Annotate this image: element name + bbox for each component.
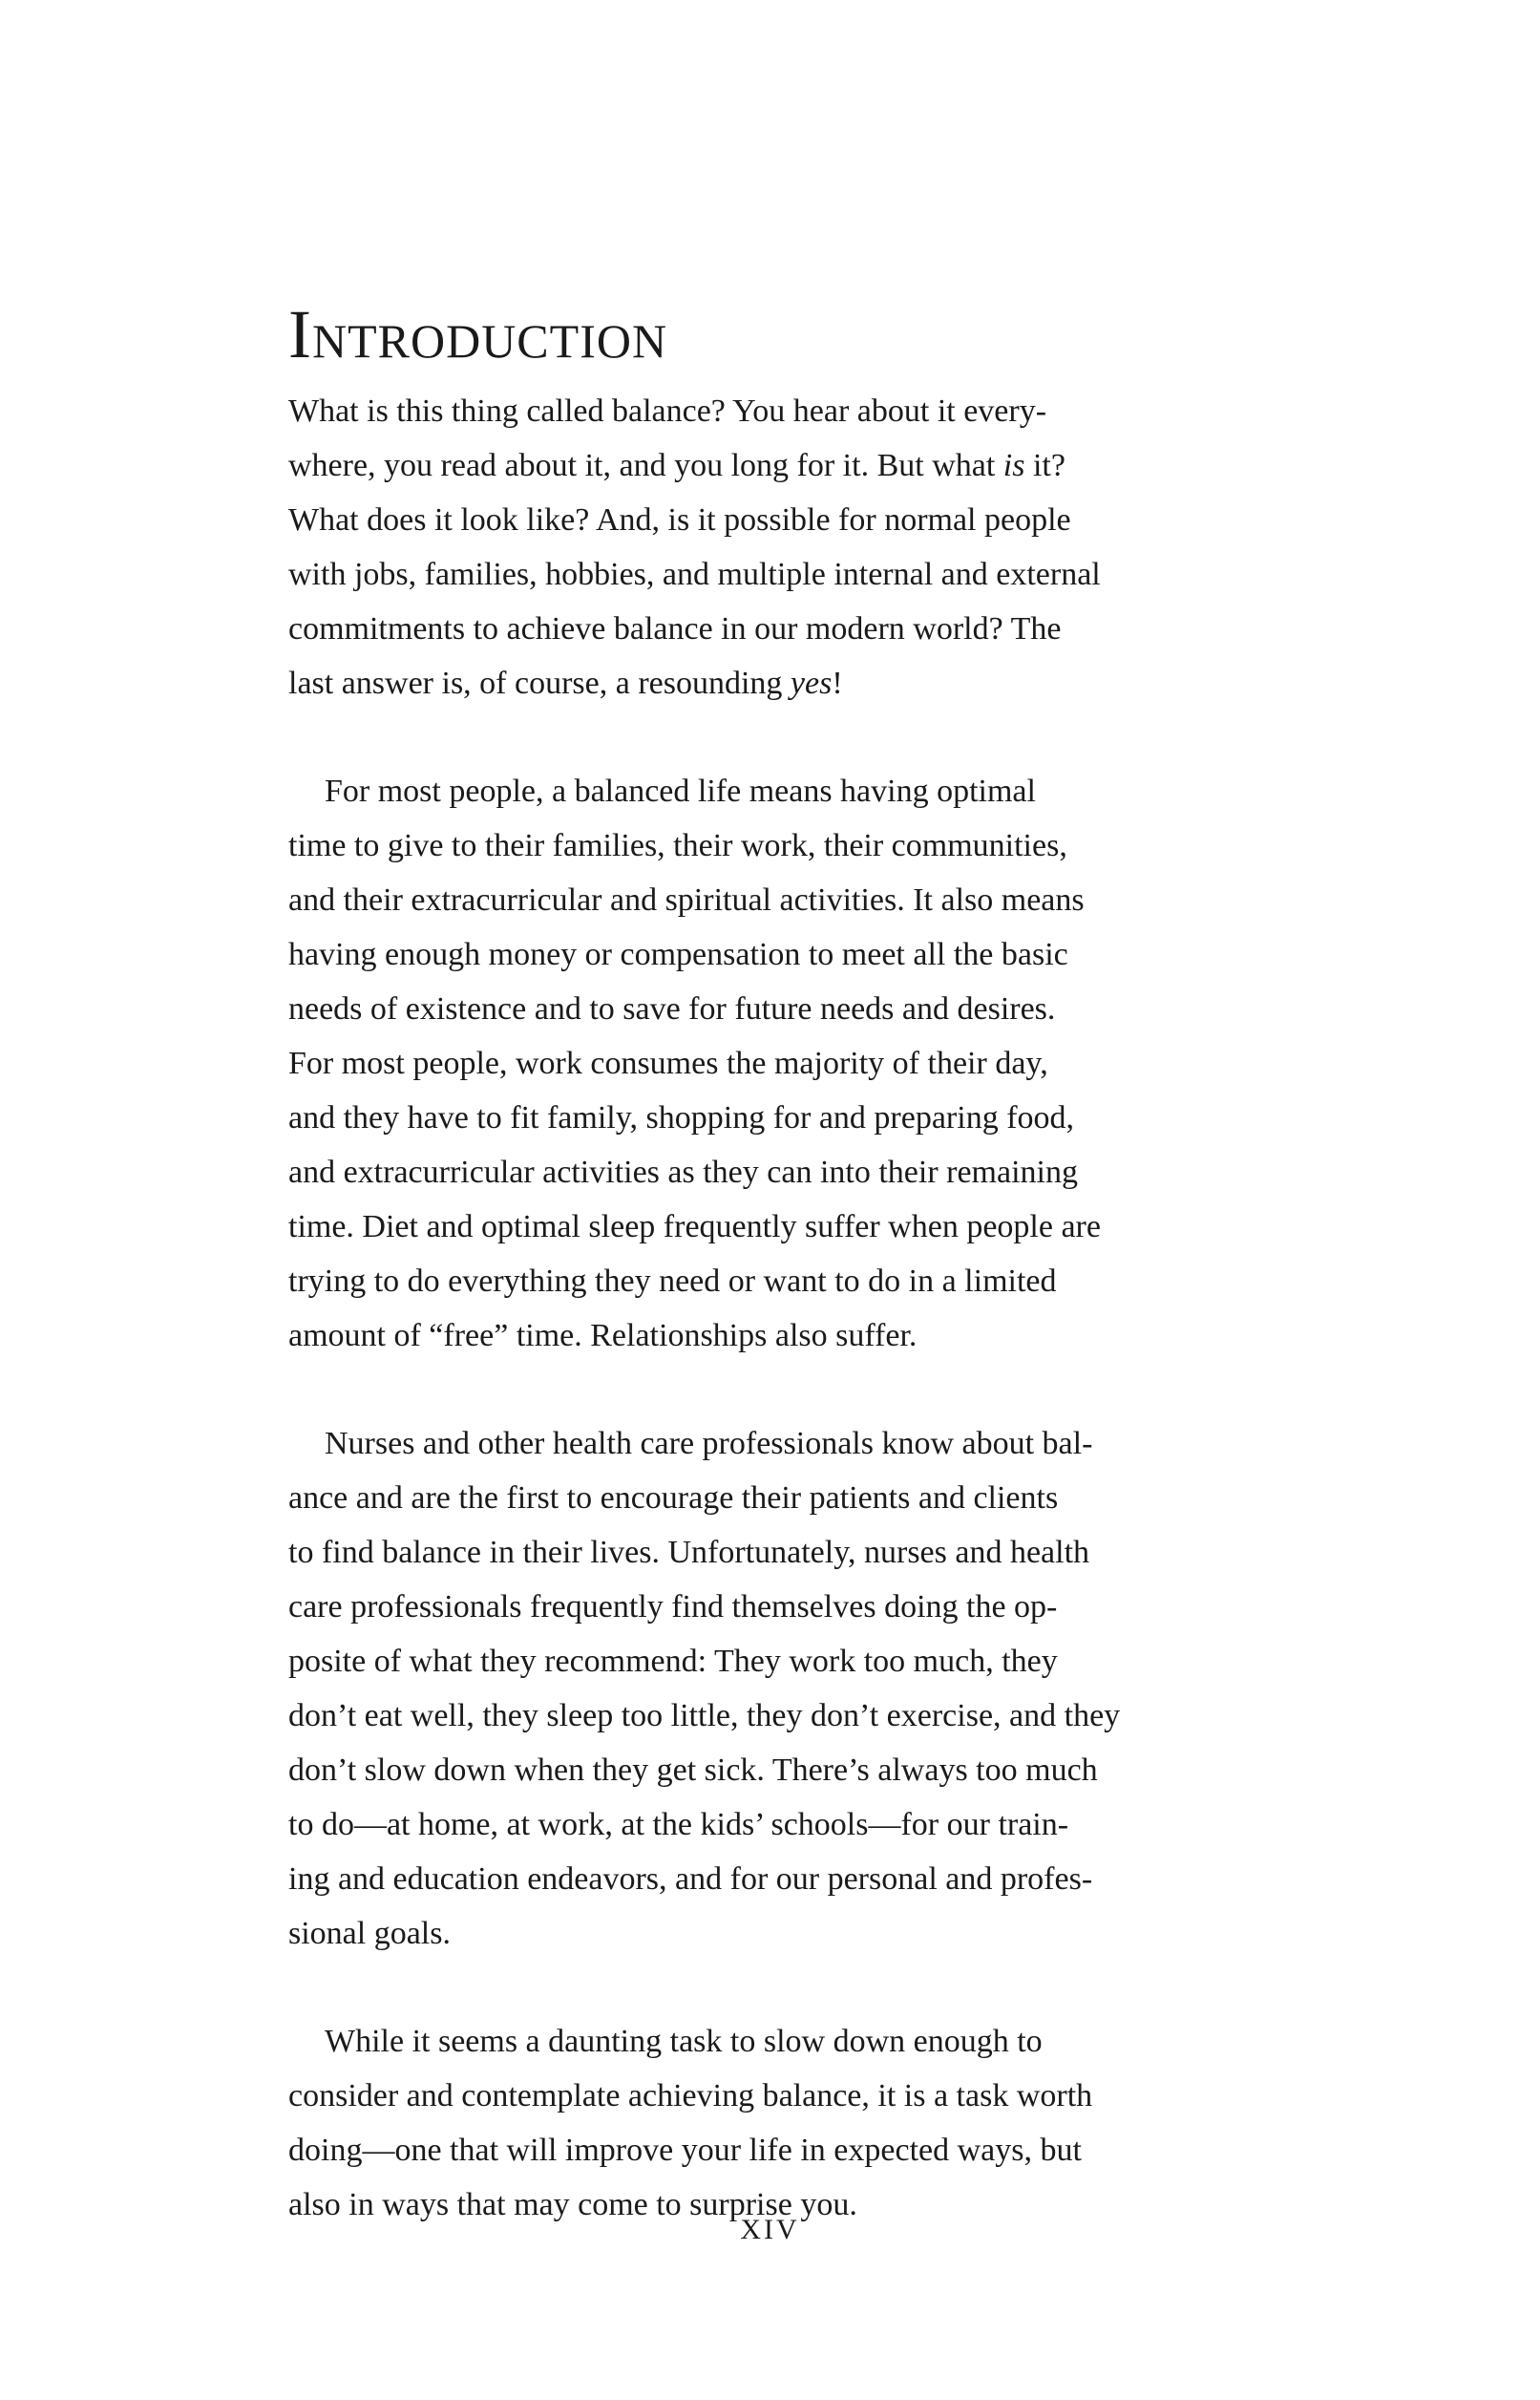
- line-text: it?: [1024, 448, 1065, 483]
- paragraph-line: ing and education endeavors, and for our personal and profes-: [288, 1861, 1093, 1897]
- paragraph-line: time to give to their families, their work, their communities,: [288, 828, 1067, 863]
- chapter-title: [288, 296, 668, 372]
- paragraph-line: doing—one that will improve your life in expected ways, but: [288, 2133, 1082, 2168]
- paragraph-1: [288, 384, 1281, 711]
- paragraph-2: [288, 764, 1281, 1363]
- paragraph-line: [288, 438, 1281, 493]
- paragraph-line: also in ways that may come to surprise you.: [288, 2187, 857, 2222]
- paragraph-line: amount of “free” time. Relationships also suffer.: [288, 1318, 918, 1353]
- emphasis-is: is: [1002, 448, 1025, 483]
- paragraph-line: sional goals.: [288, 1916, 451, 1951]
- paragraph-line: to find balance in their lives. Unfortunately, nurses and health: [288, 1535, 1090, 1570]
- chapter-title-initial: I: [288, 296, 312, 372]
- paragraph-line: trying to do everything they need or want to do in a limited: [288, 1264, 1057, 1299]
- paragraph-line: For most people, work consumes the majority of their day,: [288, 1046, 1048, 1081]
- paragraph-line: commitments to achieve balance in our modern world? The: [288, 611, 1062, 647]
- paragraph-spacer: [288, 1363, 1281, 1416]
- paragraph-line: ance and are the first to encourage their patients and clients: [288, 1480, 1059, 1516]
- line-text: where, you read about it, and you long for it. But what: [288, 448, 1003, 483]
- paragraph-line: and they have to fit family, shopping for and preparing food,: [288, 1100, 1075, 1136]
- paragraph-3: [288, 1416, 1281, 1961]
- paragraph-line: What does it look like? And, is it possible for normal people: [288, 502, 1071, 538]
- paragraph-line: needs of existence and to save for future needs and desires.: [288, 991, 1056, 1027]
- paragraph-line: having enough money or compensation to meet all the basic: [288, 937, 1068, 972]
- paragraph-line: and their extracurricular and spiritual activities. It also means: [288, 882, 1085, 918]
- line-text: last answer is, of course, a resounding: [288, 666, 791, 701]
- paragraph-4: [288, 2014, 1281, 2232]
- paragraph-line: consider and contemplate achieving balance, it is a task worth: [288, 2078, 1093, 2113]
- paragraph-line: with jobs, families, hobbies, and multiple internal and external: [288, 557, 1101, 592]
- paragraph-line: don’t slow down when they get sick. There’s always too much: [288, 1752, 1098, 1788]
- body-text: [288, 384, 1281, 2232]
- chapter-title-rest: NTRODUCTION: [311, 314, 668, 368]
- paragraph-line: to do—at home, at work, at the kids’ schools—for our train-: [288, 1807, 1069, 1842]
- paragraph-line: don’t eat well, they sleep too little, they don’t exercise, and they: [288, 1698, 1121, 1733]
- paragraph-line: For most people, a balanced life means having optimal: [325, 774, 1036, 809]
- page-number: XIV: [740, 2214, 800, 2245]
- paragraph-line: time. Diet and optimal sleep frequently suffer when people are: [288, 1209, 1101, 1244]
- paragraph-line: [288, 656, 1281, 711]
- paragraph-line: care professionals frequently find themselves doing the op-: [288, 1589, 1058, 1625]
- paragraph-line: posite of what they recommend: They work too much, they: [288, 1644, 1058, 1679]
- paragraph-spacer: [288, 711, 1281, 764]
- paragraph-spacer: [288, 1961, 1281, 2014]
- line-text: !: [832, 666, 843, 701]
- paragraph-line: Nurses and other health care professionals know about bal-: [325, 1426, 1093, 1461]
- paragraph-line: What is this thing called balance? You hear about it every-: [288, 393, 1047, 429]
- paragraph-line: and extracurricular activities as they can into their remaining: [288, 1155, 1078, 1190]
- paragraph-line: While it seems a daunting task to slow down enough to: [325, 2024, 1043, 2059]
- emphasis-yes: yes: [790, 666, 833, 701]
